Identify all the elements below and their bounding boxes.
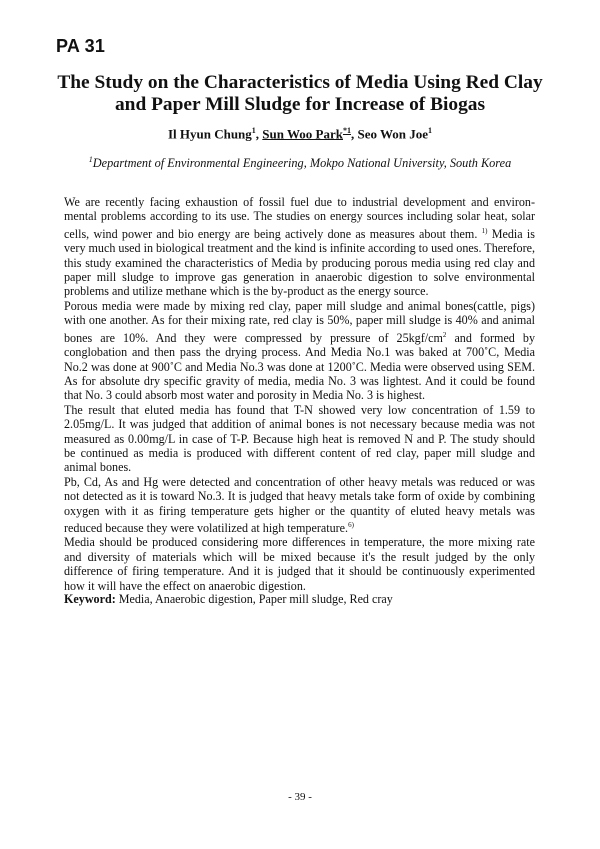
abstract-text: Media is very much used in biological treatment and the kind is infinite according to used ones. Therefore, this study examined the characteristics of Media by producing porous media using red clay and paper mill sludge to improve gas generation in anaerobic digestion to solve environmental problems and utilize methane which is the by-product as the energy source. bbox=[64, 226, 535, 299]
keywords bbox=[64, 592, 535, 606]
affiliation-text: Department of Environmental Engineering, Mokpo National University, South Korea bbox=[92, 156, 512, 171]
author-affiliation-mark: 1 bbox=[428, 126, 433, 135]
abstract-text: We are recently facing exhaustion of fossil fuel due to industrial development and environ-mental problems according to its use. The studies on energy sources including solar heat, solar cells, wind power and bio energy are being actively done as measures about them. bbox=[64, 195, 535, 241]
author-name: Il Hyun Chung bbox=[167, 126, 252, 142]
session-code: PA 31 bbox=[56, 36, 106, 56]
author-affiliation-mark: *1 bbox=[342, 126, 351, 135]
page-number: - 39 - bbox=[288, 791, 312, 803]
keywords-text: Media, Anaerobic digestion, Paper mill sludge, Red cray bbox=[115, 592, 393, 606]
title-line-1: The Study on the Characteristics of Media Using Red Clay bbox=[57, 72, 543, 93]
author-affiliation-mark: 1 bbox=[251, 126, 256, 135]
abstract-paragraph bbox=[64, 195, 535, 299]
corresponding-author-name: Sun Woo Park bbox=[262, 126, 343, 142]
affiliation-mark: 1 bbox=[88, 155, 93, 164]
abstract-paragraph: The result that eluted media has found that T-N showed very low concentration of 1.59 to 2.05mg/L. It was judged that addition of animal bones is not necessary because media was not measured as 0.00mg/L in case of T-P. Because high heat is removed N and P. The study should be continued as media is produced with different content of red clay, paper mill sludge and animal bones. bbox=[64, 402, 535, 475]
paper-title bbox=[40, 72, 560, 116]
superscript-exponent: 2 bbox=[442, 330, 447, 339]
author-separator: , bbox=[350, 126, 358, 142]
author-list bbox=[40, 123, 560, 142]
abstract-paragraph bbox=[64, 299, 535, 403]
abstract-body bbox=[64, 195, 535, 593]
abstract-paragraph bbox=[64, 475, 535, 536]
reference-mark: 1) bbox=[481, 226, 488, 235]
keywords-label: Keyword: bbox=[64, 592, 116, 606]
affiliation bbox=[40, 152, 560, 171]
abstract-text: Pb, Cd, As and Hg were detected and concentration of other heavy metals was reduced or was not detected as it is toward No.3. It is judged that heavy metals take form of oxide by combining oxygen with it as firing temperature gets higher or the quantity of eluted heavy metals was reduced because they were volatilized at high temperature. bbox=[64, 474, 535, 536]
abstract-paragraph: Media should be produced considering more differences in temperature, the more mixing rate and diversity of materials which will be mixed because it's the result judged by the only difference of firing temperature. And it is judged that it should be continuously experimented how it will have the effect on anaerobic digestion. bbox=[64, 535, 535, 593]
reference-mark: 6) bbox=[348, 521, 354, 529]
author-name: Seo Won Joe bbox=[357, 126, 429, 142]
abstract-text: and formed by conglobation and then pass the drying process. And Media No.1 was baked at 700˚C, Media No.2 was done at 900˚C and Media No.3 was done at 1200˚C. Media were observed using SEM. As for absolute dry specific gravity of media, media No. 3 was lightest. And it could be found that No. 3 could absorb most water and porosity in Media No. 3 is highest. bbox=[64, 330, 535, 403]
title-line-2: and Paper Mill Sludge for Increase of Biogas bbox=[114, 94, 486, 115]
abstract-text: Porous media were made by mixing red clay, paper mill sludge and animal bones(cattle, pigs) with one another. As for their mixing rate, red clay is 50%, paper mill sludge is 40% and animal bones are 10%. And they were compressed by pressure of 25kgf/cm bbox=[64, 298, 535, 345]
author-separator: , bbox=[255, 126, 263, 142]
